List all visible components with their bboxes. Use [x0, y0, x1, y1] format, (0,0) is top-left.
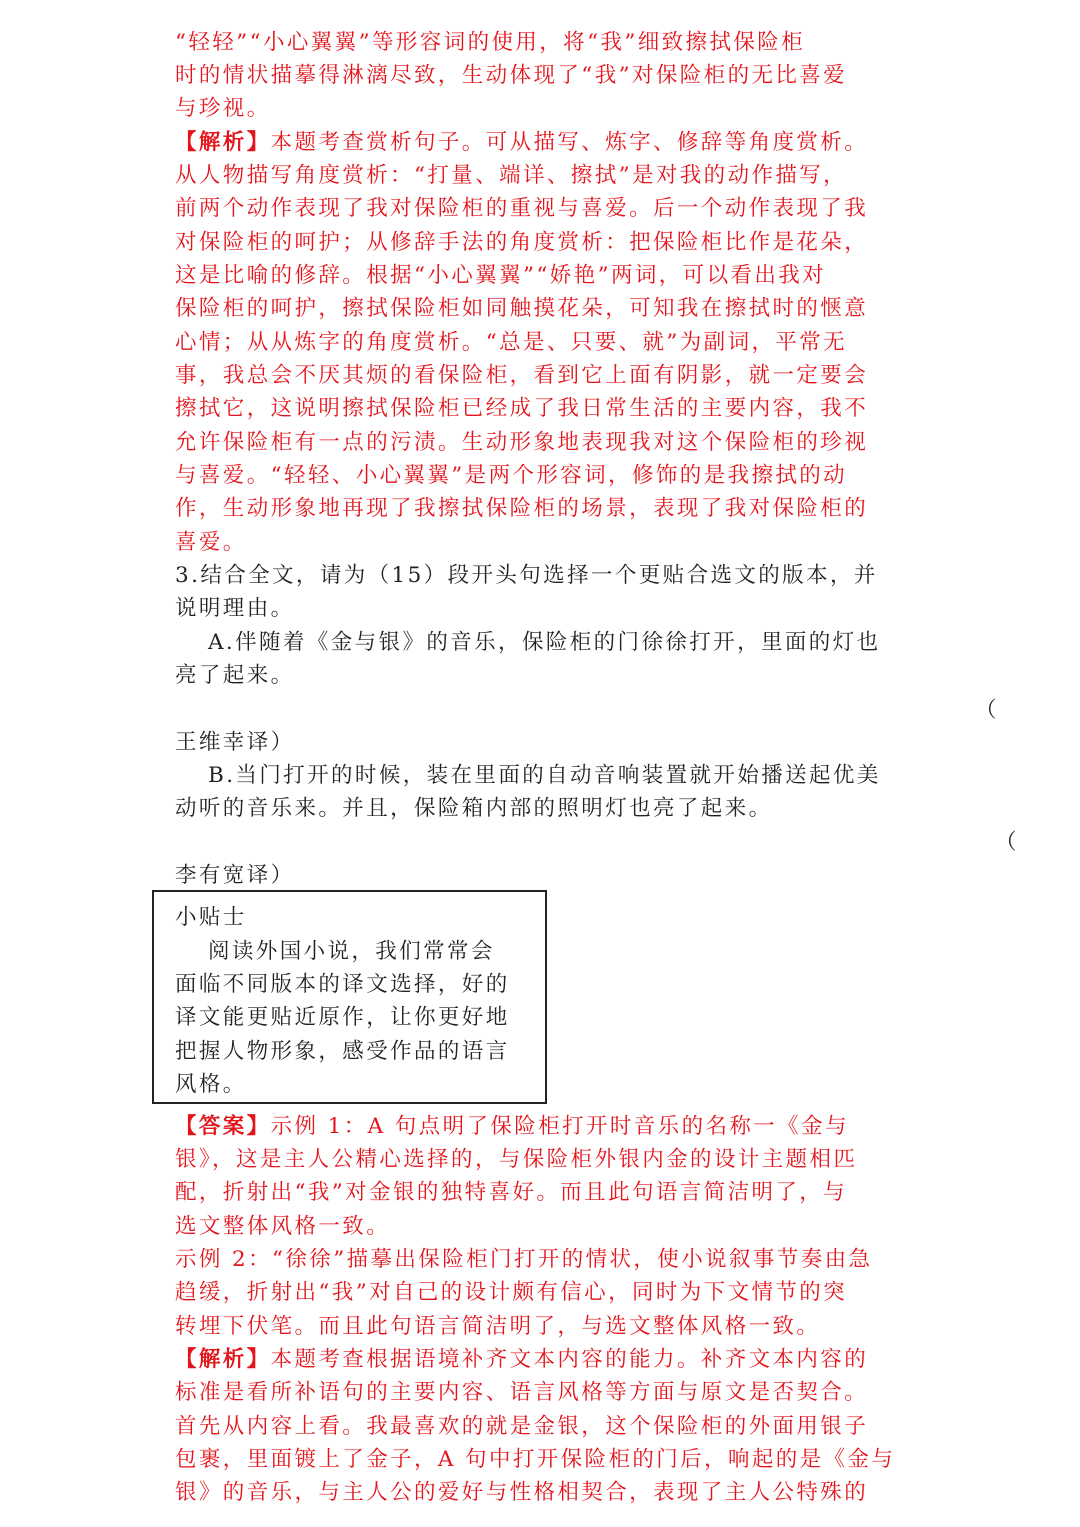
tip-text-line: 阅读外国小说，我们常常会	[208, 939, 495, 964]
analysis-heading-line	[175, 126, 868, 159]
question-text-line: 说明理由。	[175, 596, 295, 621]
analysis-text-line: 允许保险柜有一点的污渍。生动形象地表现我对这个保险柜的珍视	[175, 430, 869, 455]
question-text-line: 3.结合全文，请为（15）段开头句选择一个更贴合选文的版本，并	[175, 563, 878, 588]
answer-text-line: 选文整体风格一致。	[175, 1214, 391, 1239]
option-b-paren: （	[995, 830, 1017, 855]
option-a-line: 亮了起来。	[175, 663, 295, 688]
analysis-label: 【解析】	[175, 1347, 271, 1372]
option-b-line: 动听的音乐来。并且，保险箱内部的照明灯也亮了起来。	[175, 796, 773, 821]
analysis-text-line: 与喜爱。“轻轻、小心翼翼”是两个形容词，修饰的是我擦拭的动	[175, 463, 848, 488]
analysis-text-line: 标准是看所补语句的主要内容、语言风格等方面与原文是否契合。	[175, 1380, 869, 1405]
option-b-translator: 李有宽译）	[175, 863, 295, 888]
answer-text-line: 配，折射出“我”对金银的独特喜好。而且此句语言简洁明了，与	[175, 1180, 848, 1205]
analysis-text-line: 前两个动作表现了我对保险柜的重视与喜爱。后一个动作表现了我	[175, 196, 869, 221]
answer-text-line: 与珍视。	[175, 96, 271, 121]
tip-text-line: 译文能更贴近原作，让你更好地	[175, 1005, 510, 1030]
answer-first-text: 示例 1：A 句点明了保险柜打开时音乐的名称一《金与	[270, 1114, 849, 1139]
tip-text-line: 风格。	[175, 1072, 247, 1097]
analysis-text-line: 心情；从从炼字的角度赏析。“总是、只要、就”为副词，平常无	[175, 330, 848, 355]
analysis-text-line: 喜爱。	[175, 530, 247, 555]
option-a-line: A.伴随着《金与银》的音乐，保险柜的门徐徐打开，里面的灯也	[208, 630, 881, 655]
analysis-text-line: 作，生动形象地再现了我擦拭保险柜的场景，表现了我对保险柜的	[175, 496, 869, 521]
answer-text-line: 示例 2：“徐徐”描摹出保险柜门打开的情状，使小说叙事节奏由急	[175, 1247, 873, 1272]
analysis-label: 【解析】	[175, 130, 271, 155]
analysis-text-line: 擦拭它，这说明擦拭保险柜已经成了我日常生活的主要内容，我不	[175, 396, 869, 421]
analysis-text-line: 对保险柜的呵护；从修辞手法的角度赏析：把保险柜比作是花朵，	[175, 230, 869, 255]
analysis-text-line: 首先从内容上看。我最喜欢的就是金银，这个保险柜的外面用银子	[175, 1414, 869, 1439]
answer-text-line: 银》，这是主人公精心选择的，与保险柜外银内金的设计主题相匹	[175, 1147, 858, 1172]
tip-title: 小贴士	[175, 905, 247, 930]
analysis-text-line: 银》的音乐，与主人公的爱好与性格相契合，表现了主人公特殊的	[175, 1480, 869, 1505]
answer-text-line: 转埋下伏笔。而且此句语言简洁明了，与选文整体风格一致。	[175, 1314, 821, 1339]
analysis-text-line: 从人物描写角度赏析：“打量、端详、擦拭”是对我的动作描写，	[175, 163, 848, 188]
option-a-paren: （	[975, 698, 997, 723]
analysis-text-line: 包裹，里面镀上了金子，A 句中打开保险柜的门后，响起的是《金与	[175, 1447, 896, 1472]
analysis-text-line: 事，我总会不厌其烦的看保险柜，看到它上面有阴影，就一定要会	[175, 363, 869, 388]
tip-text-line: 面临不同版本的译文选择，好的	[175, 972, 510, 997]
analysis-first-text: 本题考查根据语境补齐文本内容的能力。补齐文本内容的	[270, 1347, 869, 1372]
tip-text-line: 把握人物形象，感受作品的语言	[175, 1039, 510, 1064]
answer-text-line: 趋缓，折射出“我”对自己的设计颇有信心，同时为下文情节的突	[175, 1280, 848, 1305]
answer-heading-line	[175, 1110, 849, 1143]
analysis-text-line: 这是比喻的修辞。根据“小心翼翼”“娇艳”两词，可以看出我对	[175, 263, 827, 288]
option-a-translator: 王维幸译）	[175, 730, 295, 755]
answer-label: 【答案】	[175, 1114, 271, 1139]
answer-text-line: 时的情状描摹得淋漓尽致，生动体现了“我”对保险柜的无比喜爱	[175, 63, 848, 88]
answer-text-line: “轻轻”“小心翼翼”等形容词的使用，将“我”细致擦拭保险柜	[175, 30, 806, 55]
option-b-line: B.当门打开的时候，装在里面的自动音响装置就开始播送起优美	[208, 763, 881, 788]
analysis-text-line: 保险柜的呵护，擦拭保险柜如同触摸花朵，可知我在擦拭时的惬意	[175, 296, 869, 321]
analysis-heading-line	[175, 1343, 868, 1376]
analysis-first-text: 本题考查赏析句子。可从描写、炼字、修辞等角度赏析。	[270, 130, 869, 155]
